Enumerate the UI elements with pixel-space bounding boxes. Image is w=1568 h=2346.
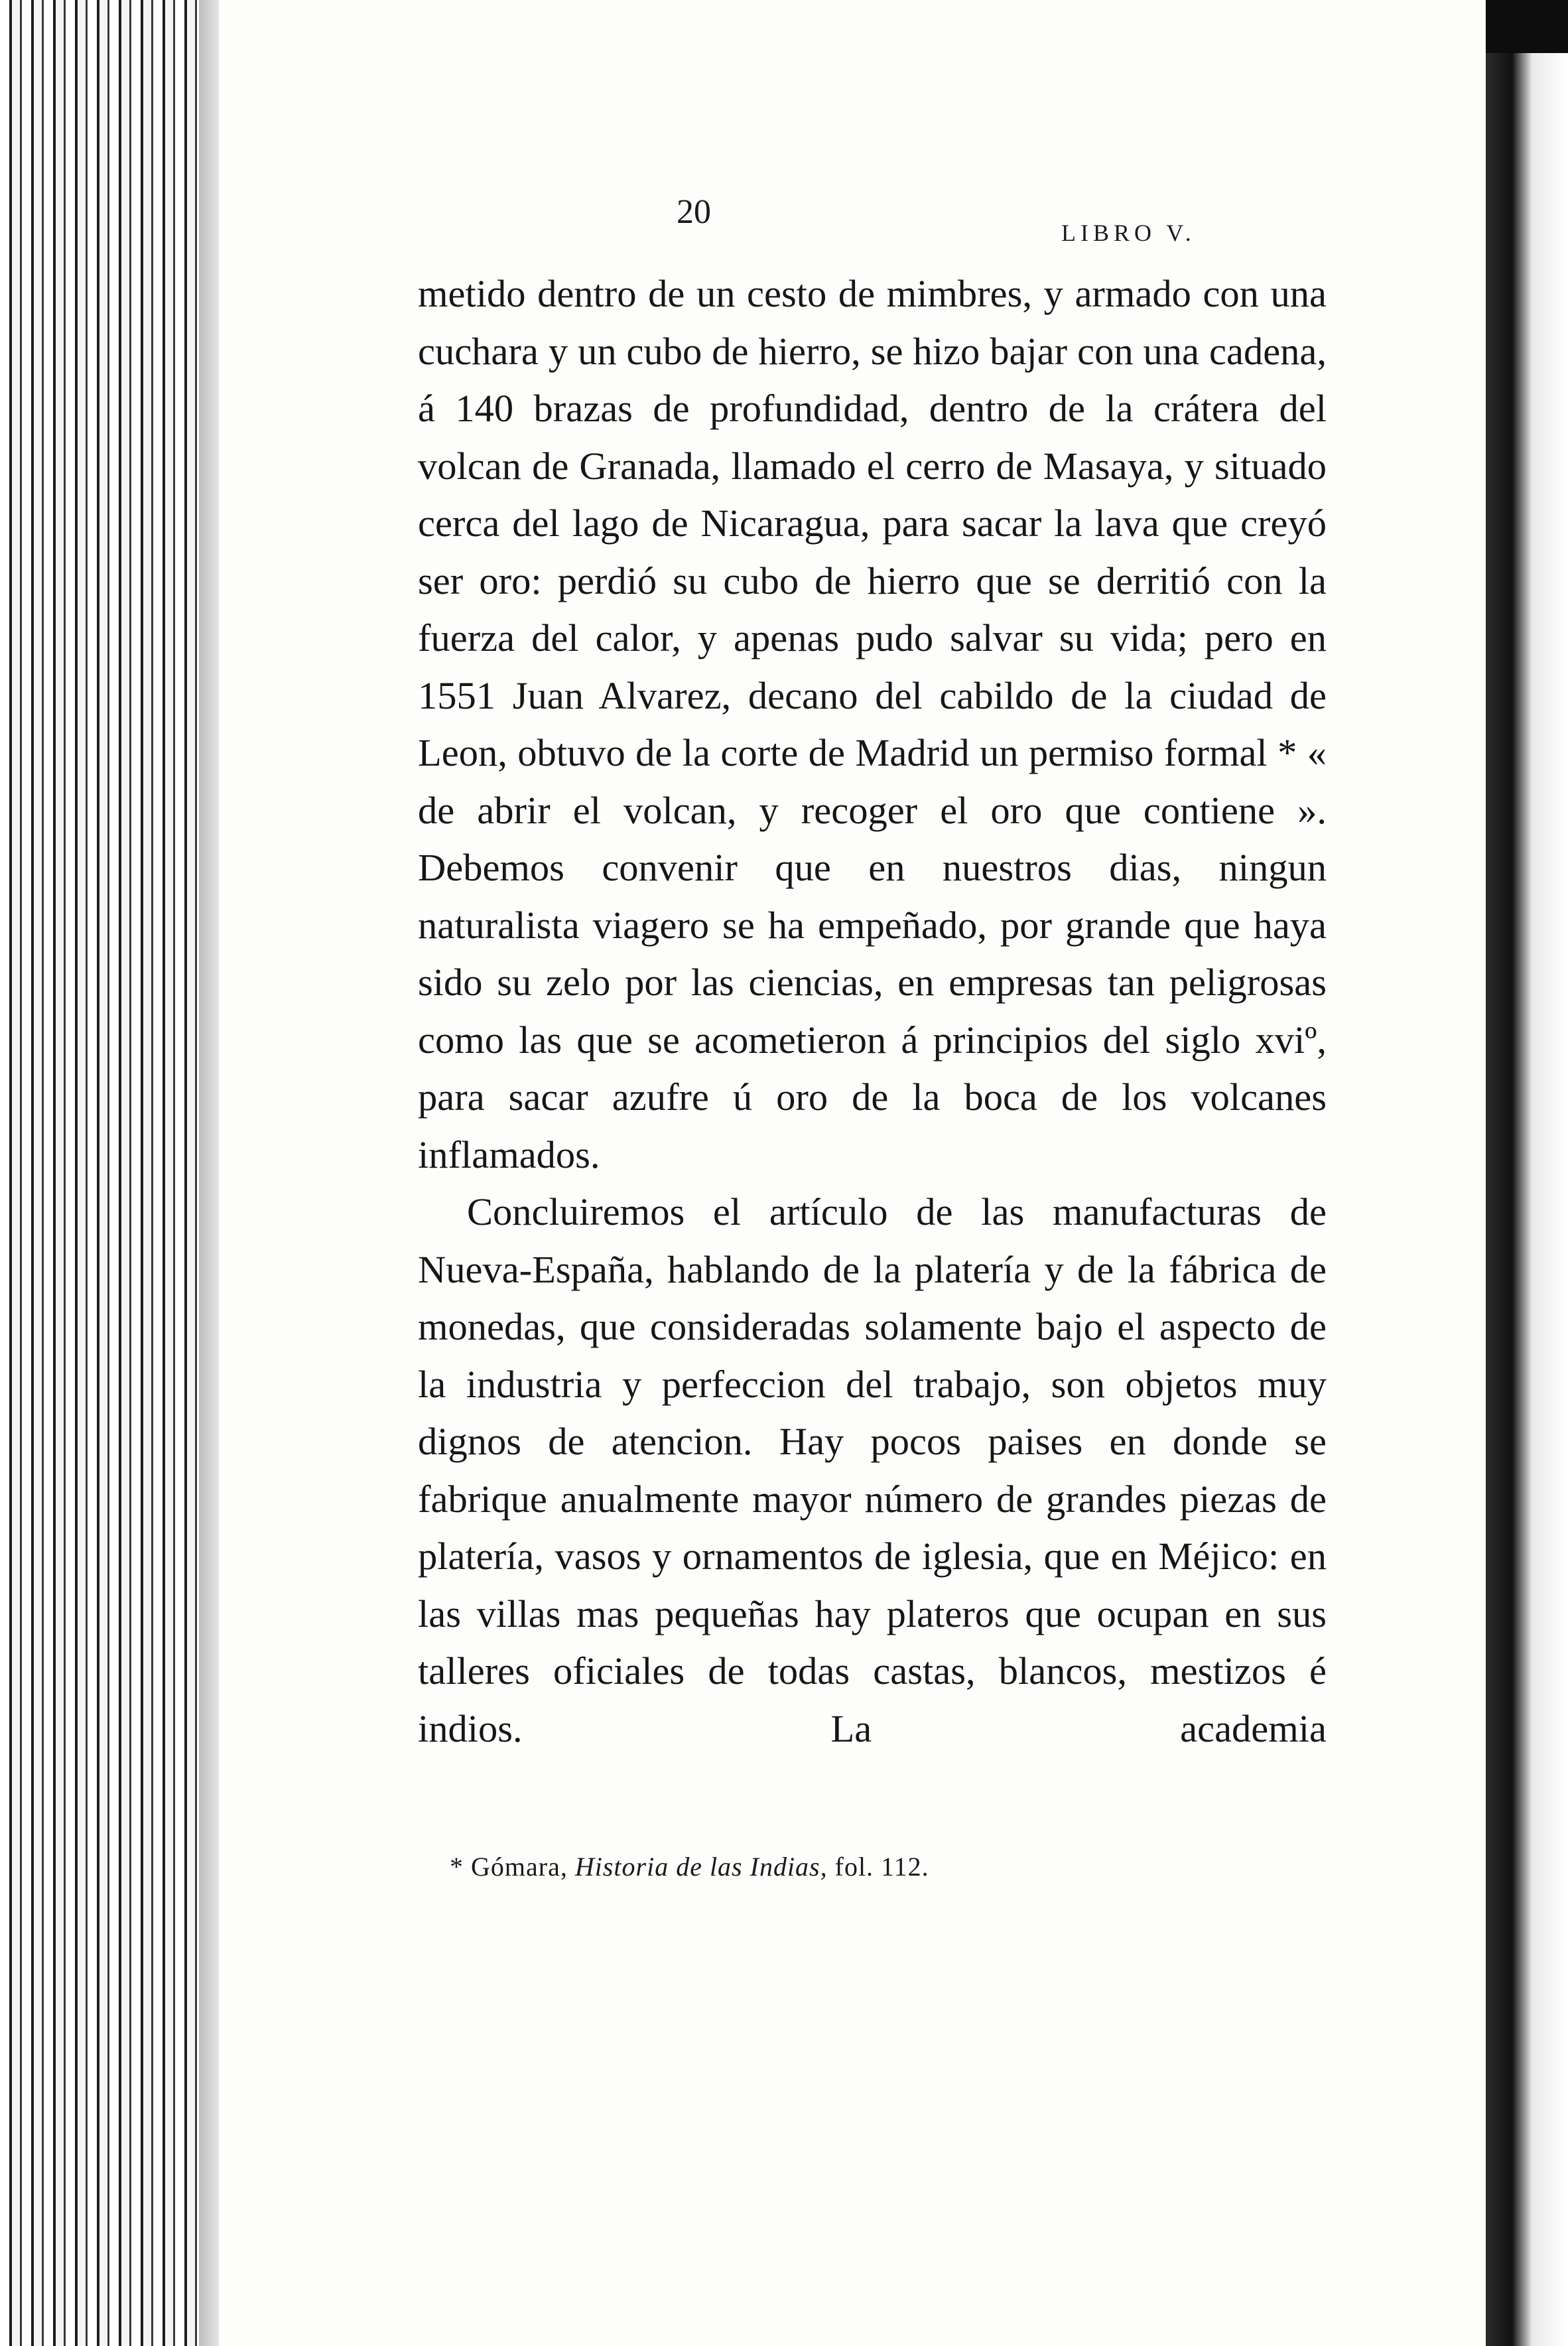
footnote-author: Gómara, [471,1852,568,1882]
page-number: 20 [677,193,711,231]
footnote-title: Historia de las Indias, [574,1852,828,1882]
footnote-marker: * [450,1852,464,1882]
paragraph-1: metido dentro de un cesto de mimbres, y armado con una cuchara y un cubo de hierro, se hizo bajar con una cadena, á 140 brazas de profundidad, dentro de la crátera del volcan de Granada, llamado el cerro de Masaya, y situado cerca del lago de Nicaragua, para sacar la lava que creyó ser oro: perdió su cubo de hierro que se derritió con la fuerza del calor, y apenas pudo salvar su vida; pero en 1551 Juan Alvarez, decano del cabildo de la ciudad de Leon, obtuvo de la corte de Madrid un permiso formal * « de abrir el volcan, y recoger el oro que contiene ». Debemos convenir que en nuestros dias, ningun naturalista viagero se ha empeñado, por grande que haya sido su zelo por las ciencias, en empresas tan peligrosas como las que se acometieron á principios del siglo xviº, para sacar azufre ú oro de la boca de los volcanes inflamados. [418,272,1327,1176]
paragraph-2: Concluiremos el artículo de las manufacturas de Nueva-España, hablando de la platería y de la fábrica de monedas, que consideradas solamente bajo el aspecto de la industria y perfeccion del trabajo, son objetos muy dignos de atencion. Hay pocos paises en donde se fabrique anualmente mayor número de grandes piezas de platería, vasos y ornamentos de iglesia, que en Méjico: en las villas mas pequeñas hay plateros que ocupan en sus talleres oficiales de todas castas, blancos, mestizos é indios. La academia [418,1190,1327,1750]
footnote [450,1851,1312,1882]
book-binding [0,0,226,2346]
footnote-reference: fol. 112. [834,1852,929,1882]
running-head [677,192,1486,259]
scan-right-edge [1486,0,1568,2346]
book-page [219,0,1486,2346]
section-title: LIBRO V. [1061,220,1196,246]
body-text [418,265,1327,1758]
